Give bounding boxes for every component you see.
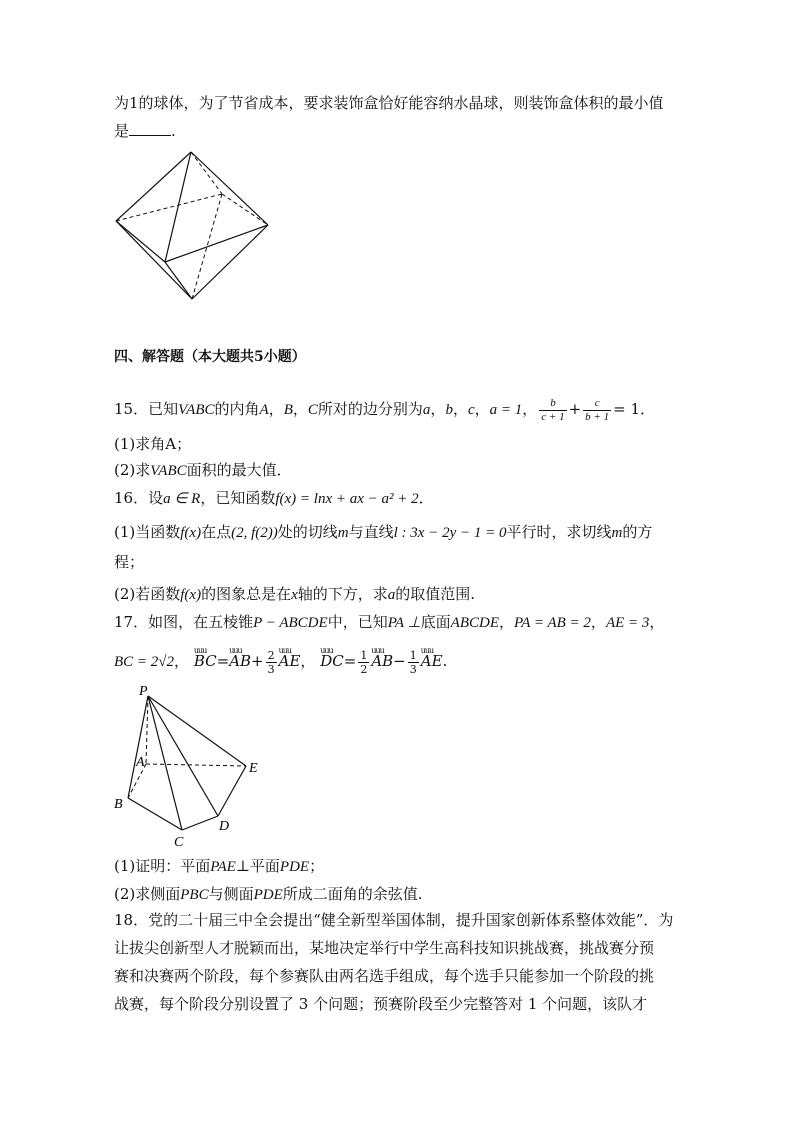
oct-edge [116,152,191,221]
p15-q2-text: (2)求 [114,461,151,479]
label-A: A [136,755,145,770]
fraction-denominator: c + 1 [541,410,565,423]
problem14-text-line2 [114,121,684,141]
sep: ， [590,613,606,631]
p16-var-m: m [337,525,349,541]
p17-perp: PA ⊥ [387,615,421,631]
fraction-2-3 [266,649,277,676]
p17-text: 底面 [420,613,451,631]
p15-condition: a = 1 [489,402,523,418]
fraction-numerator: 1 [360,648,368,662]
sep: ， [498,613,514,631]
oct-hidden-edge [191,152,222,194]
p17-question-1 [114,856,684,877]
sep: ， [474,400,490,418]
vector-AB: uuu AB [371,644,393,678]
p16-number: 16． [114,489,149,507]
p16-var-x: x [291,587,298,603]
p15-var-a: a [422,402,431,418]
p16-text: 的图象总是在 [201,585,292,603]
pyr-edge-PD [148,696,218,816]
problem18-line1 [114,910,684,930]
problem17-stem-line1 [114,612,684,633]
problem16-stem [114,488,684,509]
problem15-stem [114,394,684,424]
p17-text: 中，已知 [327,613,388,631]
p16-point: (2, f(2)) [231,525,278,541]
p16-function: f(x) = lnx + ax − a² + 2 [275,491,419,507]
sep: ， [174,652,190,670]
fraction-1-2 [358,649,369,676]
p16-domain: a ∈ R [163,491,201,507]
pyr-edge-CD [182,816,218,830]
oct-edge [165,262,192,299]
p16-text: 的取值范围. [395,585,476,603]
vector-AB: uuu AB [229,644,251,678]
pyr-edge-DE [218,766,246,816]
sep: ． [418,489,434,507]
p15-var-C: C [307,402,318,418]
vector-AE: uuu AE [279,644,301,678]
vector-BC: uuu BC [194,644,217,678]
fraction-denominator: 3 [409,662,417,676]
vector-AE: uuu AE [421,644,443,678]
label-D: D [219,819,230,834]
p15-var-c: c [467,402,475,418]
oct-edge [116,221,165,262]
p17-pyramid: P − ABCDE [253,615,328,631]
sep: ， [522,400,538,418]
p18-number: 18． [114,911,149,929]
p17-text: 所成二面角的余弦值. [282,885,423,903]
fraction-numerator: 2 [267,648,275,662]
p15-text: 的内角 [214,400,260,418]
p16-fx: f(x) [180,525,202,541]
p15-q2-triangle: VABC [150,463,187,479]
sep: . [442,652,448,670]
p17-condition-1: PA = AB = 2 [514,615,591,631]
label-P: P [139,684,148,699]
fraction-denominator: b + 1 [585,410,610,423]
pyr-hidden-AE [146,764,246,766]
equals: = [216,652,230,670]
p16-text: ，已知函数 [200,489,276,507]
p15-text: 所对的边分别为 [317,400,423,418]
label-B: B [114,797,123,812]
p16-text: (2)若函数 [114,585,181,603]
oct-edge [165,152,191,262]
fraction-numerator: b [539,397,566,411]
p16-line-eq: l : 3x − 2y − 1 = 0 [393,525,507,541]
oct-edge [165,225,268,262]
p16-question-1-line1 [114,522,684,543]
p15-var-B: B [283,402,293,418]
p15-text: 已知 [148,400,179,418]
equals: = 1 [613,400,640,418]
minus-sign: − [393,652,406,670]
p17-condition-2: AE = 3 [605,615,650,631]
p15-question-2 [114,460,684,481]
p16-question-1-line2: 程； [114,553,145,571]
problem14-prefix: 是 [114,122,130,140]
p15-fraction-2 [583,397,611,424]
p17-number: 17． [114,613,149,631]
problem18-line3: 赛和决赛两个阶段，每个参赛队由两名选手组成，每个选手只能参加一个阶段的挑 [114,967,655,985]
p15-fraction-1 [539,397,566,424]
p16-text: 处的切线 [277,523,338,541]
label-E: E [249,761,258,776]
face-PBC: PBC [180,887,209,903]
p16-var-a: a [387,587,396,603]
p16-text: 与直线 [348,523,394,541]
problem14-suffix: . [171,122,176,140]
p17-condition-3: BC = 2√2 [114,654,175,670]
sep: ， [430,400,446,418]
p17-text: (1)证明：平面 [114,857,211,875]
equals: = [343,652,357,670]
sep: ， [649,613,665,631]
fraction-numerator: 1 [409,648,417,662]
plus-sign: + [568,400,582,418]
p16-text: 平行时，求切线 [506,523,612,541]
fraction-denominator: 2 [360,662,368,676]
octahedron-figure [108,146,278,306]
sep: ， [268,400,284,418]
fraction-denominator: 3 [267,662,275,676]
section-4-title: 四、解答题（本大题共5小题） [114,349,306,365]
p16-text: 设 [148,489,164,507]
pyr-edge-BC [128,798,182,830]
p16-text: 轴的下方，求 [297,585,388,603]
oct-edge [191,152,268,225]
p17-text: 如图，在五棱锥 [148,613,254,631]
p15-var-b: b [445,402,453,418]
face-PDE: PDE [253,887,283,903]
oct-edge [192,225,268,299]
label-C: C [174,835,184,850]
answer-blank [129,121,171,136]
p16-fx: f(x) [180,587,202,603]
p16-question-2 [114,584,684,605]
vector-DC: uuu DC [320,644,344,678]
p16-var-m: m [611,525,623,541]
plus-sign: + [251,652,264,670]
sep: ， [300,652,316,670]
p17-text: (2)求侧面 [114,885,181,903]
p16-text: 的方 [622,523,653,541]
p17-base: ABCDE [450,615,499,631]
p16-text: (1)当函数 [114,523,181,541]
pyr-edge-PB [128,696,148,798]
plane-PDE: PDE [279,859,310,875]
p15-number: 15． [114,400,149,418]
p18-text: 党的二十届三中全会提出“健全新型举国体制，提升国家创新体系整体效能”．为 [148,911,674,929]
oct-hidden-edge [116,194,222,221]
fraction-1-3 [408,649,419,676]
p15-triangle: VABC [178,402,215,418]
p15-question-1: (1)求角A； [114,435,192,453]
fraction-numerator: c [583,397,611,411]
sep: ． [640,400,656,418]
p16-text: 在点 [201,523,232,541]
problem18-line2: 让拔尖创新型人才脱颖而出，某地决定举行中学生高科技知识挑战赛，挑战赛分预 [114,939,655,957]
p17-text: ； [309,857,325,875]
p17-question-2 [114,884,684,905]
sep: ， [452,400,468,418]
sep: ， [292,400,308,418]
problem14-text-line1: 为1的球体，为了节省成本，要求装饰盒恰好能容纳水晶球，则装饰盒体积的最小值 [114,94,664,112]
pyramid-figure [108,682,278,852]
p15-var-A: A [259,402,269,418]
p17-text: ⊥平面 [235,857,280,875]
p15-q2-text: 面积的最大值． [186,461,292,479]
problem18-line4: 战赛，每个阶段分别设置了 3 个问题；预赛阶段至少完整答对 1 个问题，该队才 [114,995,648,1013]
plane-PAE: PAE [210,859,236,875]
problem17-stem-line2 [114,644,684,678]
oct-hidden-edge [222,194,268,225]
p17-text: 与侧面 [208,885,254,903]
oct-edge [116,221,192,299]
